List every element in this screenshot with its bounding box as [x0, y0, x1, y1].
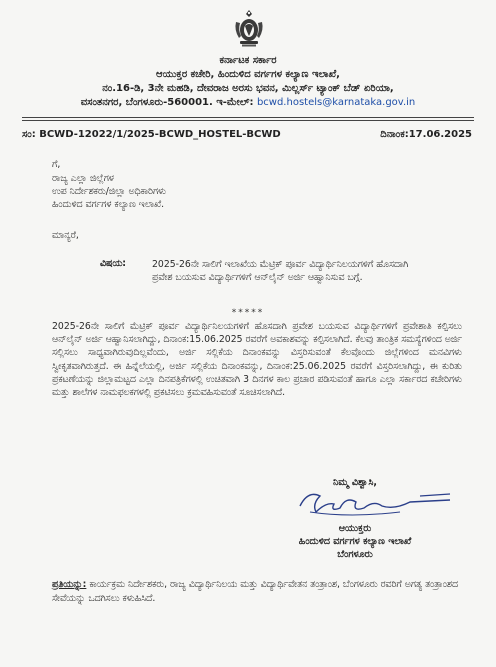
government-emblem-icon [232, 8, 266, 48]
header-divider-bottom [22, 120, 474, 121]
signatory-title: ಆಯುಕ್ತರು [338, 523, 372, 534]
copy-to-text: ಕಾರ್ಯಕ್ರಮ ನಿರ್ದೇಶಕರು, ರಾಜ್ಯ ವಿದ್ಯಾರ್ಥಿನಿಲಯ ಮತ್ತು ವಿದ್ಯಾರ್ಥಿವೇತನ ತಂತ್ರಾಂಶ, ಬೆಂಗಳೂರು ರವರಿಗೆ ಅಗತ್ಯ ತಂತ್ರಾಂಶದ ಸೇವೆಯನ್ನು ಒದಗಿಸಲು ಕಳುಹಿಸಿದೆ. [52, 579, 458, 604]
recipient-line1: ರಾಜ್ಯ ಎಲ್ಲಾ ಜಿಲ್ಲೆಗಳ [52, 173, 114, 184]
header-government: ಕರ್ನಾಟಕ ಸರ್ಕಾರ [219, 55, 277, 66]
header-divider-top [22, 117, 474, 118]
signatory-city: ಬೆಂಗಳೂರು [337, 549, 373, 560]
header-address-line1: ನಂ.16-ಡಿ, 3ನೇ ಮಹಡಿ, ದೇವರಾಜ ಅರಸು ಭವನ, ಮಿಲ್ಲರ್ಸ್ ಟ್ಯಾಂಕ್ ಬೆಡ್ ಏರಿಯಾ, [102, 83, 394, 94]
header-address-line2 [0, 96, 496, 110]
subject-label: ವಿಷಯ: [100, 258, 126, 269]
copy-to-label: ಪ್ರತಿಯನ್ನು: [52, 579, 87, 590]
recipient-line3: ಹಿಂದುಳಿದ ವರ್ಗಗಳ ಕಲ್ಯಾಣ ಇಲಾಖೆ. [52, 199, 165, 210]
copy-to [52, 578, 472, 605]
signatory-department: ಹಿಂದುಳಿದ ವರ್ಗಗಳ ಕಲ್ಯಾಣ ಇಲಾಖೆ [298, 536, 412, 547]
header-address-city: ವಸಂತನಗರ, ಬೆಂಗಳೂರು-560001. ಇ-ಮೇಲ್: [80, 97, 254, 108]
recipient-line2: ಉಪ ನಿರ್ದೇಶಕರು/ಜಿಲ್ಲಾ ಅಧಿಕಾರಿಗಳು [52, 186, 167, 197]
header-office: ಆಯುಕ್ತರ ಕಚೇರಿ, ಹಿಂದುಳಿದ ವರ್ಗಗಳ ಕಲ್ಯಾಣ ಇಲಾಖೆ, [156, 69, 340, 80]
recipient-to: ಗೆ, [52, 159, 61, 170]
salutation: ಮಾನ್ಯರೆ, [52, 230, 79, 241]
separator: ***** [231, 308, 265, 318]
signature-image [290, 482, 460, 524]
body-paragraph: 2025-26ನೇ ಸಾಲಿಗೆ ಮೆಟ್ರಿಕ್ ಪೂರ್ವ ವಿದ್ಯಾರ್ಥಿನಿಲಯಗಳಿಗೆ ಹೊಸದಾಗಿ ಪ್ರವೇಶ ಬಯಸುವ ವಿದ್ಯಾರ್ಥಿಗಳಿಗೆ ಪ್ರವೇಶಾತಿ ಕಲ್ಪಿಸಲು ಆನ್‌ಲೈನ್ ಅರ್ಜಿ ಆಹ್ವಾನಿಸಲಾಗಿದ್ದು, ದಿನಾಂಕ:15.06.2025 ರವರೆಗೆ ಅವಕಾಶವನ್ನು ಕಲ್ಪಿಸಲಾಗಿದೆ. ಕೆಲವು ತಾಂತ್ರಿಕ ಸಮಸ್ಯೆಗಳಿಂದ ಅರ್ಜಿ ಸಲ್ಲಿಸಲು ಸಾಧ್ಯವಾಗಿರುವುದಿಲ್ಲವೆಂದು, ಅರ್ಜಿ ಸಲ್ಲಿಕೆಯ ದಿನಾಂಕವನ್ನು ವಿಸ್ತರಿಸುವಂತೆ ಕೆಲವೊಂದು ಜಿಲ್ಲೆಗಳಿಂದ ಮನವಿಗಳು ಸ್ವೀಕೃತವಾಗಿರುತ್ತದೆ. ಈ ಹಿನ್ನೆಲೆಯಲ್ಲಿ, ಅರ್ಜಿ ಸಲ್ಲಿಕೆಯ ದಿನಾಂಕವನ್ನು, ದಿನಾಂಕ:25.06.2025 ರವರೆಗೆ ವಿಸ್ತರಿಸಲಾಗಿದ್ದು, ಈ ಕುರಿತು ಪ್ರಕಟಣೆಯನ್ನು ಜಿಲ್ಲಾಮಟ್ಟದ ಎಲ್ಲಾ ದಿನಪತ್ರಿಕೆಗಳಲ್ಲಿ ಉಚಿತವಾಗಿ 3 ದಿನಗಳ ಕಾಲ ಪ್ರಚಾರ ಪಡಿಸುವಂತೆ ಹಾಗೂ ಎಲ್ಲಾ ಸರ್ಕಾರದ ಕಚೇರಿಗಳು ಮತ್ತು ಶಾಲೆಗಳ ನಾಮಫಲಕಗಳಲ್ಲಿ ಪ್ರಕಟಿಸಲು ಕ್ರಮವಹಿಸುವಂತೆ ಸೂಚಿಸಲಾಗಿದೆ. [52, 321, 462, 399]
subject-text: 2025-26ನೇ ಸಾಲಿಗೆ ಇಲಾಖೆಯ ಮೆಟ್ರಿಕ್ ಪೂರ್ವ ವಿದ್ಯಾರ್ಥಿನಿಲಯಗಳಿಗೆ ಹೊಸದಾಗಿ ಪ್ರವೇಶ ಬಯಸುವ ವಿದ್ಯಾರ್ಥಿಗಳಿಗೆ ಆನ್‌ಲೈನ್ ಅರ್ಜಿ ಆಹ್ವಾನಿಸುವ ಬಗ್ಗೆ. [152, 259, 409, 283]
header-email-link[interactable]: bcwd.hostels@karnataka.gov.in [256, 97, 416, 108]
reference-date: ದಿನಾಂಕ:17.06.2025 [380, 129, 472, 140]
reference-number: ಸಂ: BCWD-12022/1/2025-BCWD_HOSTEL-BCWD [22, 129, 281, 140]
closing-yours: ನಿಮ್ಮ ವಿಶ್ವಾಸಿ, [333, 477, 377, 488]
